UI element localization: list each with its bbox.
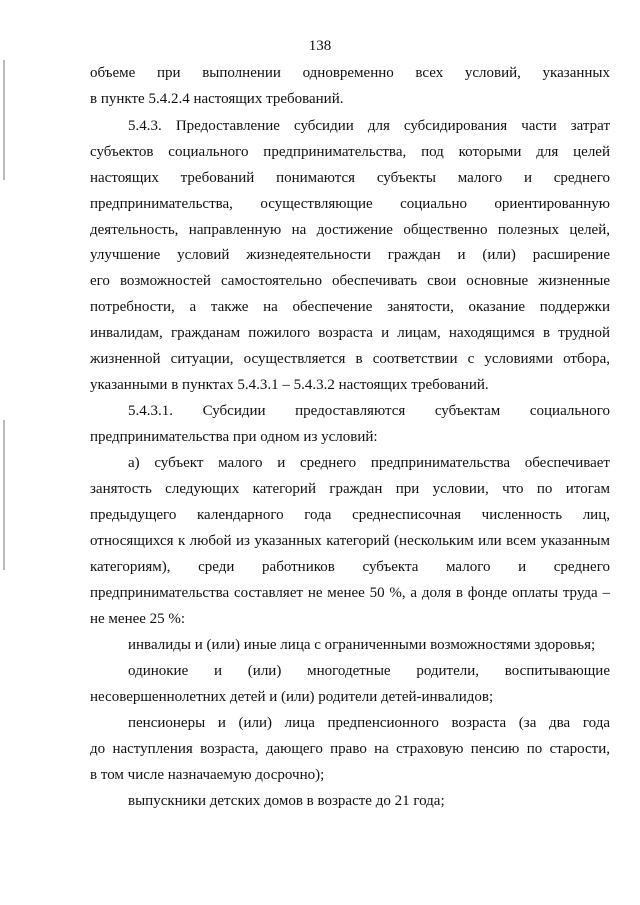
text-line: настоящих требований понимаются субъекты малого и среднего [90,170,610,186]
text-line: предпринимательства составляет не менее 50 %, а доля в фонде оплаты труда – [90,585,610,601]
text-line: 5.4.3. Предоставление субсидии для субсидирования части затрат [128,118,610,134]
text-line: улучшение условий жизнедеятельности граждан и (или) расширение [90,247,610,263]
text-line: в пункте 5.4.2.4 настоящих требований. [90,91,344,107]
text-line: в том числе назначаемую досрочно); [90,767,325,783]
text-line: выпускники детских домов в возрасте до 21 года; [128,793,445,809]
text-line: инвалидам, гражданам пожилого возраста и лицам, находящимся в трудной [90,325,610,341]
text-line: относящихся к любой из указанных категорий (нескольким или всем указанным [90,533,610,549]
text-line: предпринимательства, осуществляющие социально ориентированную [90,196,610,212]
text-line: субъектов социального предпринимательства, под которыми для целей [90,144,610,160]
text-line: его возможностей самостоятельно обеспечивать свои основные жизненные [90,273,610,289]
text-line: деятельность, направленную на достижение общественно полезных целей, [90,222,610,238]
text-line: одинокие и (или) многодетные родители, воспитывающие [128,663,610,679]
page-number: 138 [308,38,332,54]
scan-edge-mark [3,420,5,570]
text-line: указанными в пунктах 5.4.3.1 – 5.4.3.2 настоящих требований. [90,377,489,393]
text-line: предыдущего календарного года среднесписочная численность лиц, [90,507,610,523]
text-line: занятость следующих категорий граждан при условии, что по итогам [90,481,610,497]
text-line: объеме при выполнении одновременно всех условий, указанных [90,65,610,81]
text-line: а) субъект малого и среднего предпринимательства обеспечивает [128,455,610,471]
text-line: жизненной ситуации, осуществляется в соответствии с условиями отбора, [90,351,610,367]
text-line: предпринимательства при одном из условий: [90,429,378,445]
text-line: потребности, а также на обеспечение занятости, оказание поддержки [90,299,610,315]
text-line: пенсионеры и (или) лица предпенсионного возраста (за два года [128,715,610,731]
text-line: категориям), среди работников субъекта малого и среднего [90,559,610,575]
text-line: несовершеннолетних детей и (или) родители детей-инвалидов; [90,689,494,705]
text-line: не менее 25 %: [90,611,186,627]
scan-edge-mark [3,60,5,180]
text-line: 5.4.3.1. Субсидии предоставляются субъектам социального [128,403,610,419]
text-line: инвалиды и (или) иные лица с ограниченными возможностями здоровья; [128,637,596,653]
text-line: до наступления возраста, дающего право на страховую пенсию по старости, [90,741,610,757]
